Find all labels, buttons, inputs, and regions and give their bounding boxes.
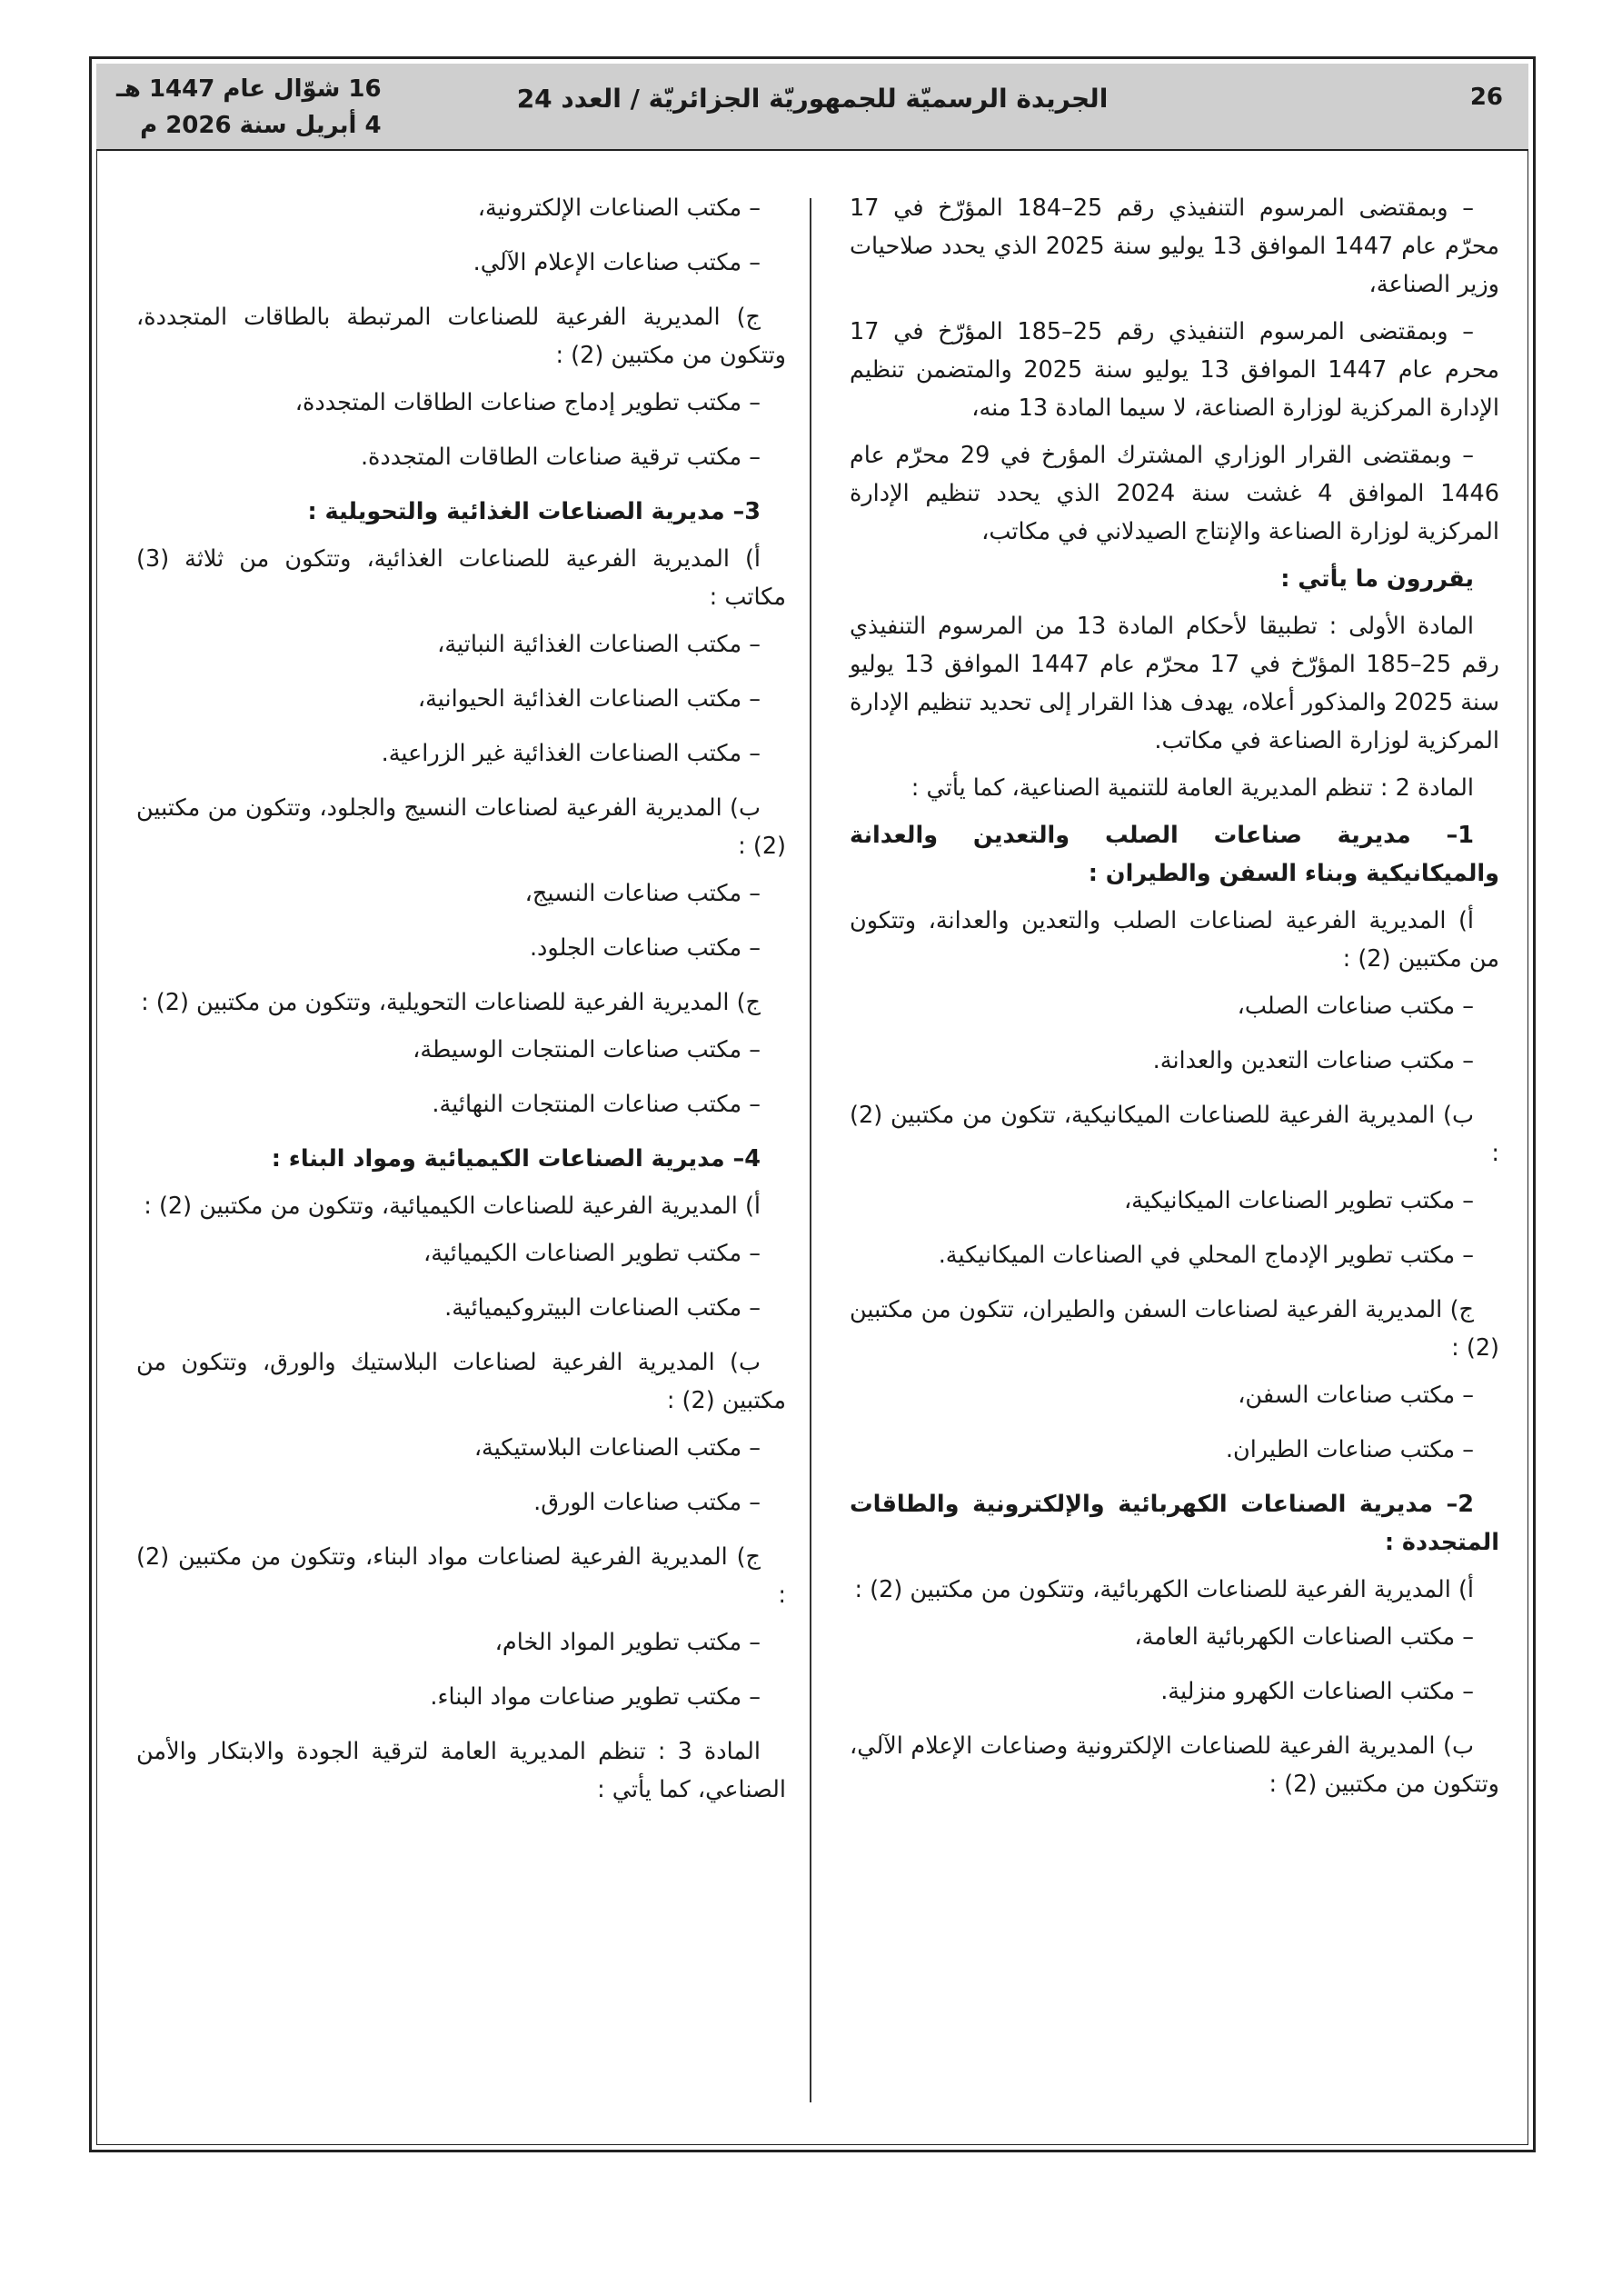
subdirectorate: ب) المديرية الفرعية لصناعات النسيج والجلود، وتتكون من مكتبين (2) : bbox=[136, 794, 786, 860]
subdirectorate: ج) المديرية الفرعية للصناعات التحويلية، وتتكون من مكتبين (2) : bbox=[141, 989, 761, 1016]
subdirectorate: أ) المديرية الفرعية للصناعات الغذائية، وتتكون من ثلاثة (3) مكاتب : bbox=[136, 545, 786, 611]
directorate-heading: 2– مديرية الصناعات الكهربائية والإلكترونية والطاقات المتجددة : bbox=[850, 1491, 1499, 1556]
subdirectorate: ج) المديرية الفرعية للصناعات المرتبطة بالطاقات المتجددة، وتتكون من مكتبين (2) : bbox=[136, 304, 786, 369]
office-item: – مكتب الصناعات الغذائية النباتية، bbox=[437, 631, 761, 658]
directorate-heading: 3– مديرية الصناعات الغذائية والتحويلية : bbox=[307, 498, 761, 525]
subdirectorate: ج) المديرية الفرعية لصناعات السفن والطيران، تتكون من مكتبين (2) : bbox=[850, 1296, 1499, 1362]
preamble-clause: – وبمقتضى المرسوم التنفيذي رقم 25–184 المؤرّخ في 17 محرّم عام 1447 الموافق 13 يوليو سنة 2025 الذي يحدد صلاحيات وزير الصناعة، bbox=[850, 195, 1499, 298]
subdirectorate: أ) المديرية الفرعية للصناعات الكهربائية، وتتكون من مكتبين (2) : bbox=[854, 1576, 1474, 1603]
article-1: المادة الأولى : تطبيقا لأحكام المادة 13 من المرسوم التنفيذي رقم 25–185 المؤرّخ في 17 محرّم عام 1447 الموافق 13 يوليو سنة 2025 والمذكور أعلاه، يهدف هذا القرار إلى تحديد تنظيم الإدارة المركزية لوزارة الصناعة في مكاتب. bbox=[850, 613, 1499, 754]
gregorian-date: 4 أبريل سنة 2026 م bbox=[140, 112, 382, 139]
office-item: – مكتب الصناعات البيتروكيميائية. bbox=[444, 1294, 761, 1322]
subdirectorate: ب) المديرية الفرعية للصناعات الإلكترونية وصناعات الإعلام الآلي، وتتكون من مكتبين (2) : bbox=[850, 1732, 1499, 1798]
subdirectorate: ج) المديرية الفرعية لصناعات مواد البناء، وتتكون من مكتبين (2) : bbox=[136, 1543, 786, 1609]
article-2: المادة 2 : تنظم المديرية العامة للتنمية الصناعية، كما يأتي : bbox=[911, 774, 1474, 802]
issue-dates bbox=[116, 71, 382, 144]
office-item: – مكتب صناعات الطيران. bbox=[1225, 1436, 1474, 1463]
hijri-date: 16 شوّال عام 1447 هـ bbox=[116, 75, 382, 103]
office-item: – مكتب صناعات الورق. bbox=[533, 1489, 761, 1516]
subdirectorate: ب) المديرية الفرعية للصناعات الميكانيكية، تتكون من مكتبين (2) : bbox=[850, 1102, 1499, 1167]
column-divider bbox=[810, 198, 811, 2102]
office-item: – مكتب تطوير إدماج صناعات الطاقات المتجددة، bbox=[294, 389, 761, 416]
office-item: – مكتب صناعات الصلب، bbox=[1237, 993, 1474, 1020]
left-column bbox=[136, 189, 786, 1818]
office-item: – مكتب تطوير الصناعات الميكانيكية، bbox=[1123, 1187, 1474, 1214]
subdirectorate: ب) المديرية الفرعية لصناعات البلاستيك والورق، وتتكون من مكتبين (2) : bbox=[136, 1349, 786, 1414]
decision-heading: يقررون ما يأتي : bbox=[1280, 565, 1474, 593]
directorate-heading: 1– مديرية صناعات الصلب والتعدين والعدانة والميكانيكية وبناء السفن والطيران : bbox=[850, 822, 1499, 887]
office-item: – مكتب الصناعات البلاستيكية، bbox=[473, 1434, 761, 1462]
directorate-heading: 4– مديرية الصناعات الكيميائية ومواد البناء : bbox=[271, 1145, 761, 1173]
gazette-header bbox=[96, 64, 1528, 151]
preamble-clause: – وبمقتضى القرار الوزاري المشترك المؤرخ في 29 محرّم عام 1446 الموافق 4 غشت سنة 2024 الذي يحدد تنظيم الإدارة المركزية لوزارة الصناعة والإنتاج الصيدلاني في مكاتب، bbox=[850, 442, 1499, 545]
subdirectorate: أ) المديرية الفرعية لصناعات الصلب والتعدين والعدانة، وتتكون من مكتبين (2) : bbox=[850, 907, 1499, 973]
office-item: – مكتب تطوير المواد الخام، bbox=[494, 1629, 761, 1656]
office-item: – مكتب ترقية صناعات الطاقات المتجددة. bbox=[360, 444, 761, 471]
office-item: – مكتب صناعات السفن، bbox=[1238, 1382, 1474, 1409]
right-column bbox=[850, 189, 1499, 1812]
office-item: – مكتب الصناعات الغذائية الحيوانية، bbox=[417, 685, 761, 713]
office-item: – مكتب تطوير صناعات مواد البناء. bbox=[430, 1683, 761, 1711]
office-item: – مكتب الصناعات الكهربائية العامة، bbox=[1134, 1623, 1474, 1651]
subdirectorate: أ) المديرية الفرعية للصناعات الكيميائية، وتتكون من مكتبين (2) : bbox=[144, 1193, 761, 1220]
office-item: – مكتب صناعات المنتجات الوسيطة، bbox=[413, 1036, 761, 1063]
office-item: – مكتب صناعات الإعلام الآلي. bbox=[473, 249, 761, 276]
office-item: – مكتب الصناعات الغذائية غير الزراعية. bbox=[381, 740, 761, 767]
page-number: 26 bbox=[1469, 84, 1503, 111]
gazette-title: الجريدة الرسميّة للجمهوريّة الجزائريّة / العدد 24 bbox=[516, 84, 1109, 114]
office-item: – مكتب تطوير الصناعات الكيميائية، bbox=[423, 1240, 761, 1267]
office-item: – مكتب صناعات النسيج، bbox=[524, 880, 761, 907]
article-3: المادة 3 : تنظم المديرية العامة لترقية الجودة والابتكار والأمن الصناعي، كما يأتي : bbox=[136, 1738, 786, 1803]
office-item: – مكتب صناعات المنتجات النهائية. bbox=[432, 1091, 761, 1118]
office-item: – مكتب الصناعات الكهرو منزلية. bbox=[1160, 1678, 1474, 1705]
office-item: – مكتب صناعات الجلود. bbox=[529, 934, 761, 962]
office-item: – مكتب صناعات التعدين والعدانة. bbox=[1152, 1047, 1474, 1074]
preamble-clause: – وبمقتضى المرسوم التنفيذي رقم 25–185 المؤرّخ في 17 محرم عام 1447 الموافق 13 يوليو سنة 2025 والمتضمن تنظيم الإدارة المركزية لوزارة الصناعة، لا سيما المادة 13 منه، bbox=[850, 318, 1499, 422]
office-item: – مكتب الصناعات الإلكترونية، bbox=[477, 195, 761, 222]
office-item: – مكتب تطوير الإدماج المحلي في الصناعات الميكانيكية. bbox=[938, 1242, 1474, 1269]
